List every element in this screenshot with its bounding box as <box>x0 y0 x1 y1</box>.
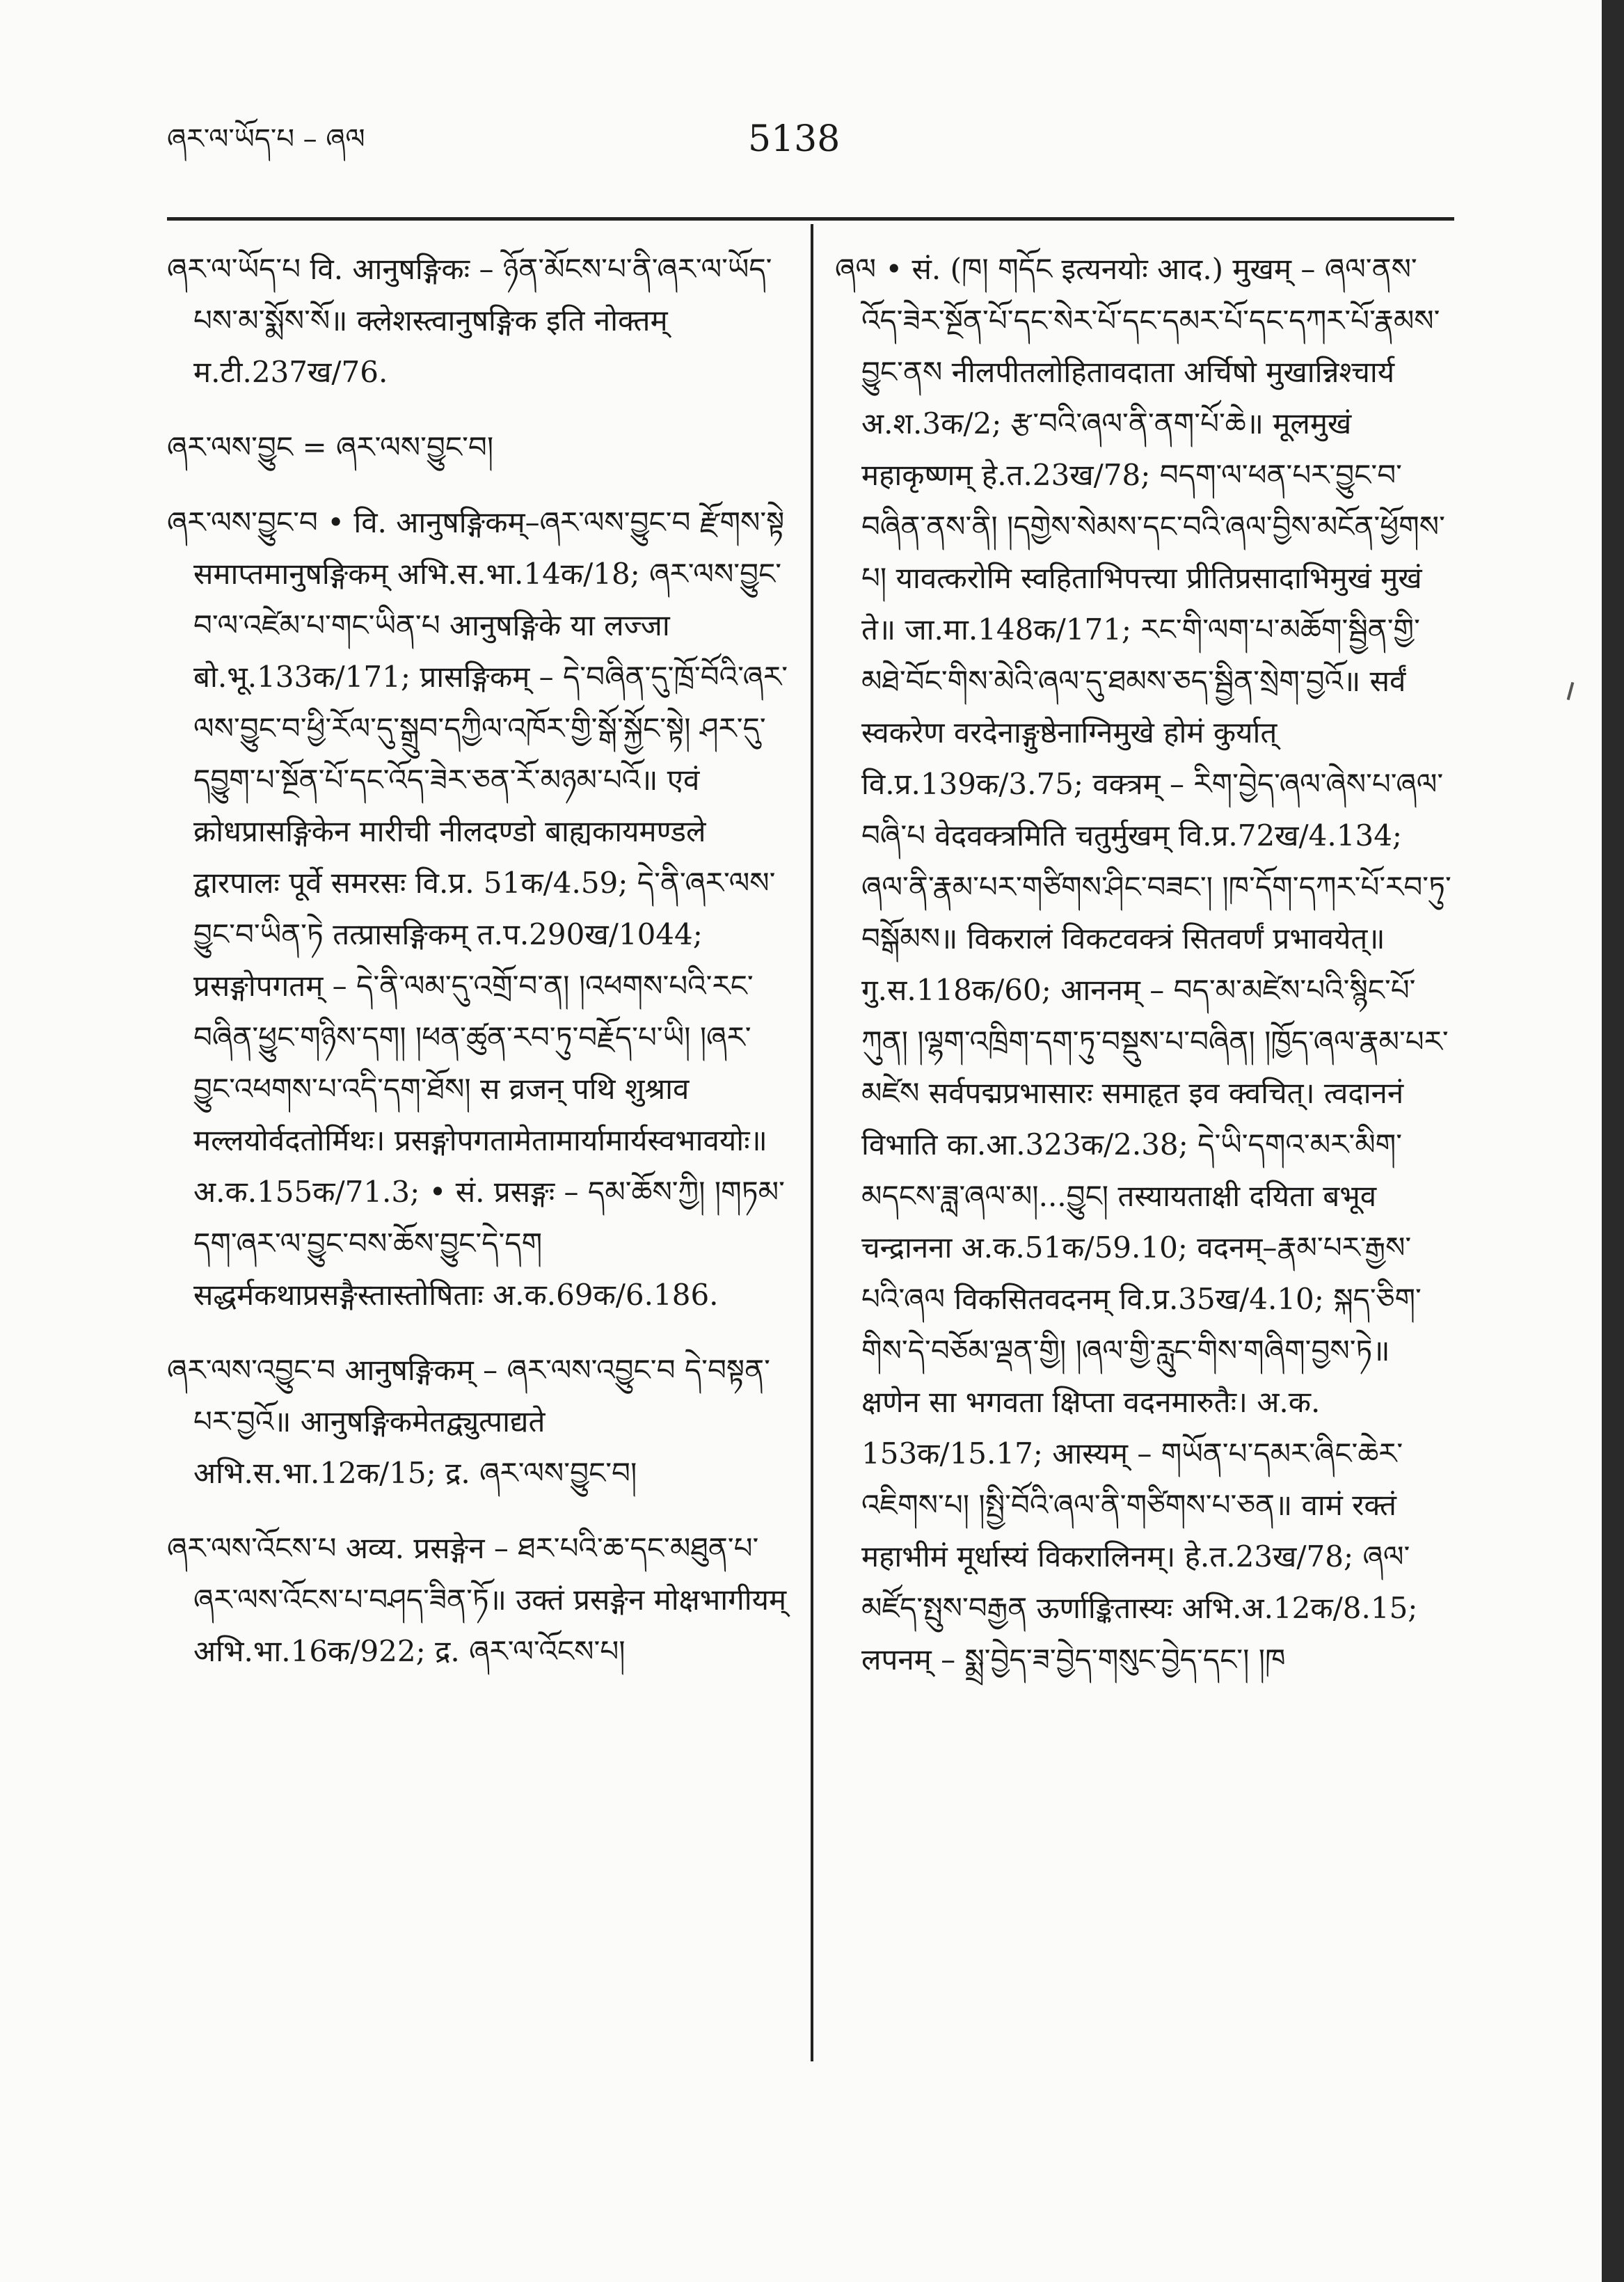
scan-edge-shadow <box>1602 0 1624 2282</box>
dictionary-entry: ཞར་ལས་བྱུང་བ • वि. आनुषङ्गिकम्–ཞར་ལས་བྱུང་བ རྫོགས་སྟེ समाप्तमानुषङ्गिकम् अभि.स.भा.14क/18; ཞར་ལས་བྱུང་བ་ལ་འཛེམ་པ་གང་ཡིན་པ आनुषङ्गिके या लज्जा बो.भू.133क/171; प्रासङ्गिकम् – དེ་བཞིན་དུ་ཁྲོ་བོའི་ཞར་ལས་བྱུང་བ་ཕྱི་རོལ་དུ་སྒྲུབ་དཀྱིལ་འཁོར་གྱི་སྒོ་སྐྱོང་སྟེ། ཤར་དུ་དབྱུག་པ་སྔོན་པོ་དང་འོད་ཟེར་ཅན་རོ་མཉམ་པའོ॥ एवं क्रोधप्रासङ्गिकेन मारीची नीलदण्डो बाह्यकायमण्डले द्वारपालः पूर्वे समरसः वि.प्र. 51क/4.59; དེ་ནི་ཞར་ལས་བྱུང་བ་ཡིན་ཏེ तत्प्रासङ्गिकम् त.प.290ख/1044; प्रसङ्गोपगतम् – དེ་ནི་ལམ་དུ་འགྲོ་བ་ན། །འཕགས་པའི་རང་བཞིན་ཕྱུང་གཉིས་དག། །ཕན་ཚུན་རབ་ཏུ་བརྗོད་པ་ཡི། །ཞར་བྱུང་འཕགས་པ་འདི་དག་ཐོས། स व्रजन् पथि शुश्राव मल्लयोर्वदतोर्मिथः। प्रसङ्गोपगतामेतामार्यामार्यस्वभावयोः॥ अ.क.155क/71.3; • सं. प्रसङ्गः – དམ་ཆོས་ཀྱི། །གཏམ་དག་ཞར་ལ་བྱུང་བས་ཆོས་བྱུང་དེ་དག सद्धर्मकथाप्रसङ्गैस्तास्तोषिताः अ.क.69क/6.186. <box>167 505 788 1312</box>
page-number: 5138 <box>748 118 841 160</box>
margin-mark <box>1567 682 1575 700</box>
dictionary-entry: ཞར་ལས་འབྱུང་བ आनुषङ्गिकम् – ཞར་ལས་འབྱུང་བ དེ་བསྟན་པར་བྱའོ॥ आनुषङ्गिकमेतद्व्युत्पाद्यते अभि.स.भा.12क/15; द्र. ཞར་ལས་བྱུང་བ། <box>167 1353 770 1490</box>
page-header <box>167 118 1454 181</box>
column-divider <box>811 224 813 2061</box>
running-head: ཞར་ལ་ཡོད་པ – ཞལ <box>167 123 365 155</box>
dictionary-entry: ཞར་ལ་ཡོད་པ वि. आनुषङ्गिकः – ཉོན་མོངས་པ་ནི་ཞར་ལ་ཡོད་པས་མ་སྨོས་སོ॥ क्लेशस्त्वानुषङ्गिक इति नोक्तम् म.टी.237ख/76. <box>167 252 772 389</box>
dictionary-entry: ཞར་ལས་འོངས་པ अव्य. प्रसङ्गेन – ཐར་པའི་ཆ་དང་མཐུན་པ་ཞར་ལས་འོངས་པ་བཤད་ཟིན་ཏོ॥ उक्तं प्रसङ्गेन मोक्षभागीयम् अभि.भा.16क/922; द्र. ཞར་ལ་འོངས་པ། <box>167 1531 787 1668</box>
header-rule <box>167 217 1454 221</box>
right-column <box>835 244 1454 1709</box>
dictionary-entry: ཞལ • सं. (ཁ། གདོང इत्यनयोः आद.) मुखम् – ཞལ་ནས་འོད་ཟེར་སྔོན་པོ་དང་སེར་པོ་དང་དམར་པོ་དང་དཀར་པོ་རྣམས་བྱུང་ནས नीलपीतलोहितावदाता अर्चिषो मुखान्निश्चार्य अ.श.3क/2; རྩ་བའི་ཞལ་ནི་ནག་པོ་ཆེ॥ मूलमुखं महाकृष्णम् हे.त.23ख/78; བདག་ལ་ཕན་པར་བྱུང་བ་བཞིན་ནས་ནི། །དགྱེས་སེམས་དང་བའི་ཞལ་བྱིས་མངོན་ཕྱོགས་པ། यावत्करोमि स्वहिताभिपत्त्या प्रीतिप्रसादाभिमुखं मुखं ते॥ जा.मा.148क/171; རང་གི་ལག་པ་མཆོག་སྦྱིན་གྱི་མཐེ་བོང་གིས་མེའི་ཞལ་དུ་ཐམས་ཅད་སྦྱིན་སྲེག་བྱའོ॥ सर्वं स्वकरेण वरदेनाङ्गुष्ठेनाग्निमुखे होमं कुर्यात् वि.प्र.139क/3.75; वक्त्रम् – རིག་བྱེད་ཞལ་ཞེས་པ་ཞལ་བཞི་པ वेदवक्त्रमिति चतुर्मुखम् वि.प्र.72ख/4.134; ཞལ་ནི་རྣམ་པར་གཙིགས་ཤིང་བཟང་། །ཁ་དོག་དཀར་པོ་རབ་ཏུ་བསྒོམས॥ विकरालं विकटवक्त्रं सितवर्णं प्रभावयेत्॥ गु.स.118क/60; आननम् – བད་མ་མཛེས་པའི་སྙིང་པོ་ཀུན། །ལྷག་འཁྲིག་དག་ཏུ་བསྡུས་པ་བཞིན། །ཁྱོད་ཞལ་རྣམ་པར་མཛེས सर्वपद्मप्रभासारः समाहृत इव क्वचित्। त्वदाननं विभाति का.आ.323क/2.38; དེ་ཡི་དགའ་མར་མིག་མདངས་ཟླ་ཞལ་མ།...བྱུང། तस्यायताक्षी दयिता बभूव चन्द्रानना अ.क.51क/59.10; वदनम्–རྣམ་པར་རྒྱས་པའི་ཞལ विकसितवदनम् वि.प्र.35ख/4.10; སྐད་ཅིག་གིས་དེ་བཅོམ་ལྡན་གྱི། །ཞལ་གྱི་རླུང་གིས་གཞིག་བྱས་ཏེ॥ क्षणेन सा भगवता क्षिप्ता वदनमारुतैः। अ.क. 153क/15.17; आस्यम् – གཡོན་པ་དམར་ཞིང་ཆེར་འཇིགས་པ། །སྤྱི་བོའི་ཞལ་ནི་གཙིགས་པ་ཅན॥ वामं रक्तं महाभीमं मूर्धास्यं विकरालिनम्। हे.त.23ख/78; ཞལ་མཛོད་སྤུས་བརྒྱན ऊर्णाङ्कितास्यः अभि.अ.12क/8.15; लपनम् – སྨྲ་བྱེད་ཟ་བྱེད་གསུང་བྱེད་དང་། །ཁ <box>835 252 1451 1677</box>
left-column <box>167 244 790 1701</box>
dictionary-entry: ཞར་ལས་བྱུང = ཞར་ལས་བྱུང་བ། <box>167 430 494 464</box>
